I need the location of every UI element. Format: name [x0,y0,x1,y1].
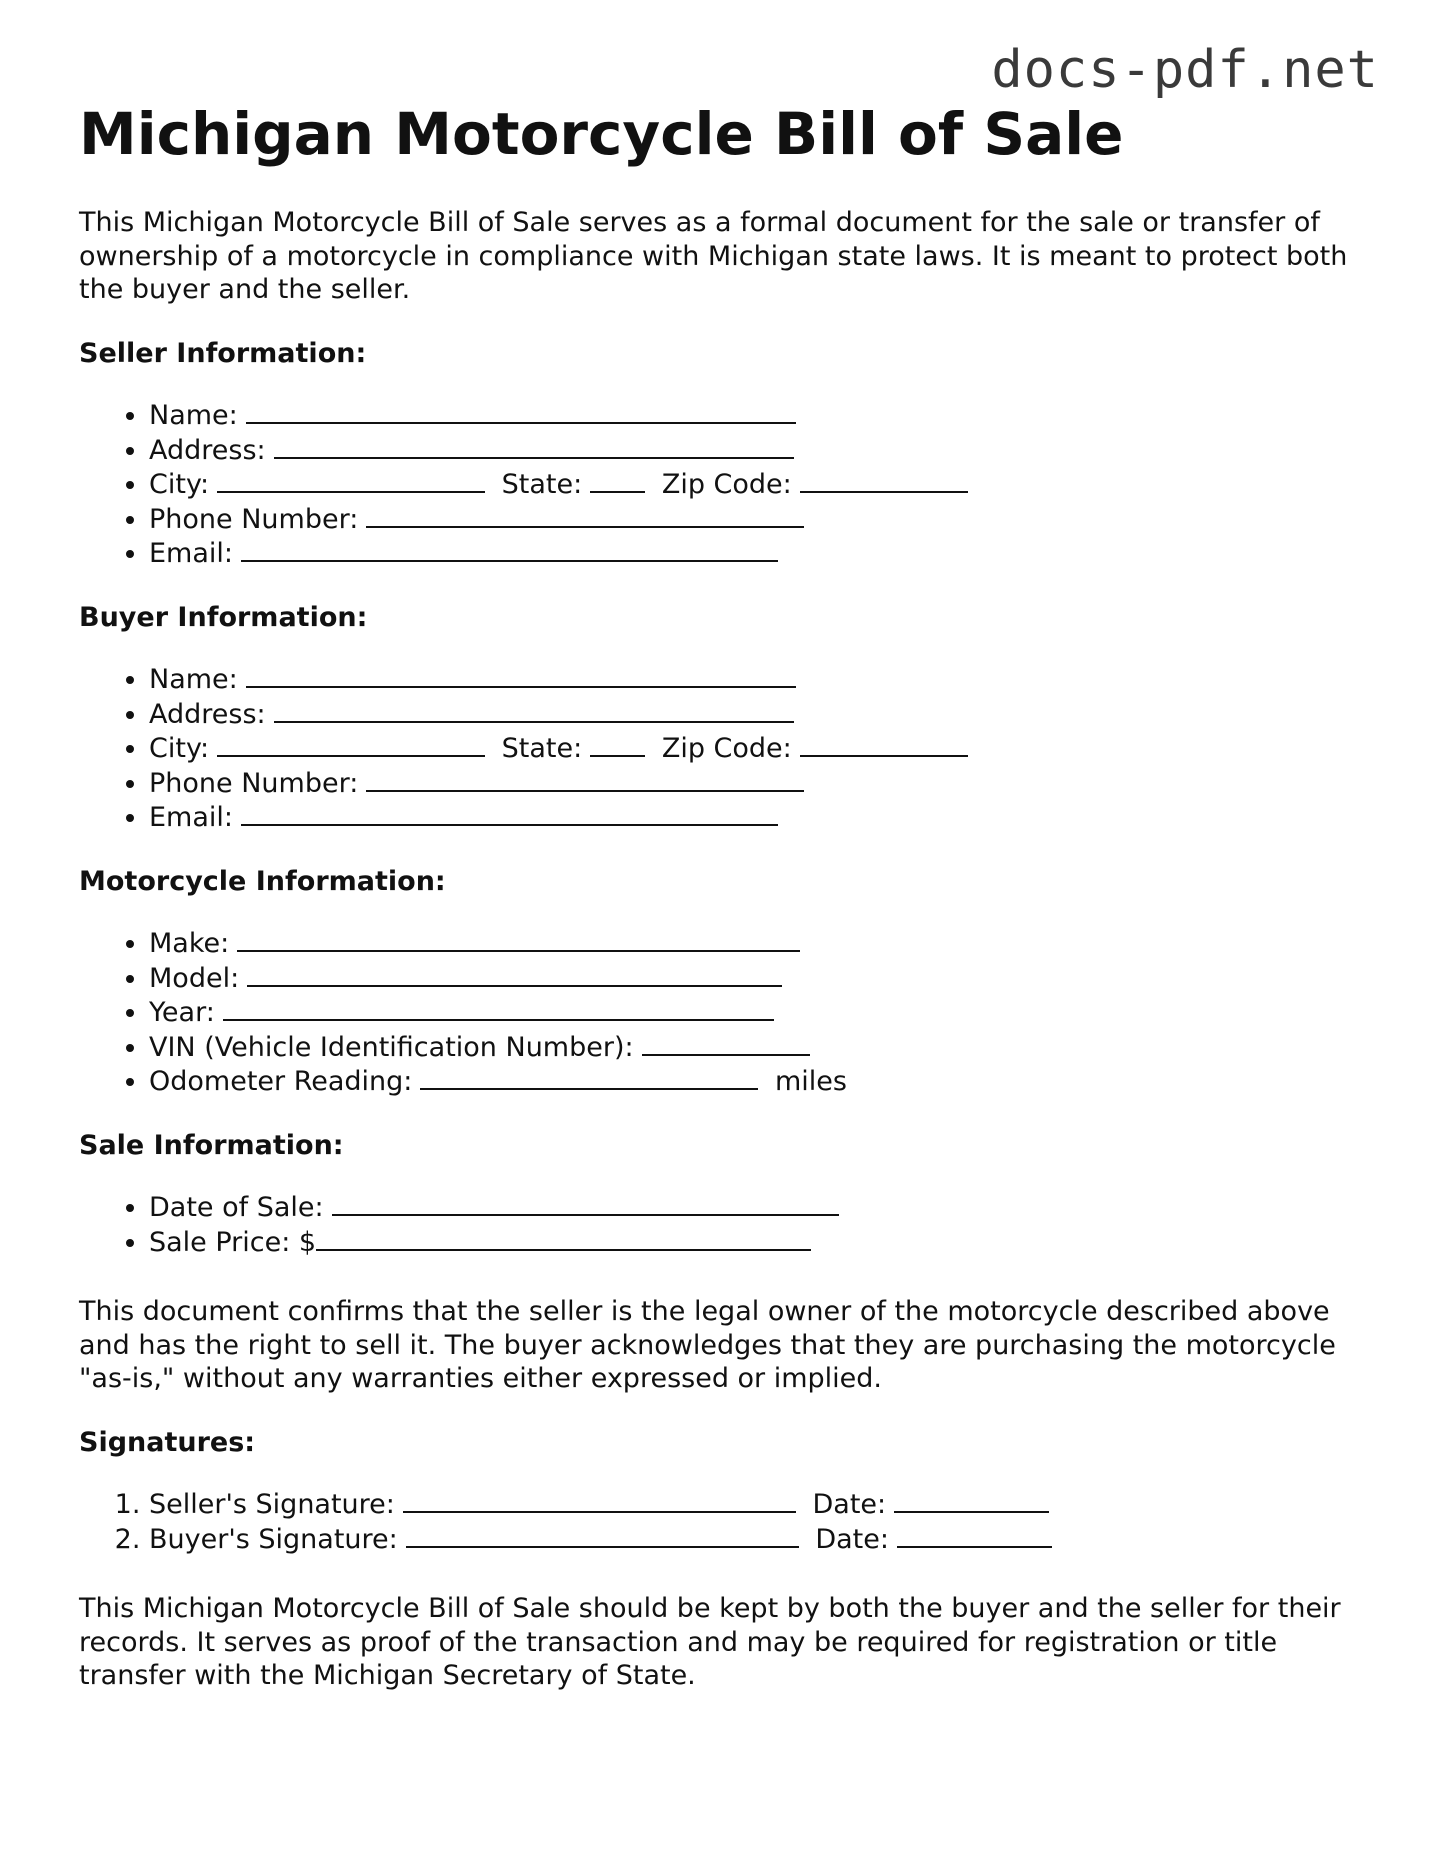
seller-zip-label: Zip Code: [661,469,792,500]
buyer-name-label: Name: [149,664,238,695]
buyer-signature-item [149,1522,1369,1557]
seller-email-label: Email: [149,538,234,569]
buyer-phone-item [149,766,1369,801]
sale-fields [79,1190,1369,1259]
seller-phone-item [149,502,1369,537]
buyer-address-blank[interactable] [274,697,794,723]
odometer-item [149,1064,1369,1099]
vin-blank[interactable] [642,1030,810,1056]
sale-heading: Sale Information: [79,1129,344,1161]
closing-paragraph: This Michigan Motorcycle Bill of Sale should be kept by both the buyer and the seller for their records. It serves as proof of the transaction and may be required for registration or title transfer with the Michigan Secretary of State. [79,1593,1341,1691]
seller-city-label: City: [149,469,210,500]
seller-phone-label: Phone Number: [149,503,359,535]
buyer-email-item [149,800,1369,835]
seller-city-item [149,467,1369,502]
seller-city-blank[interactable] [217,467,485,493]
seller-signature-date-blank[interactable] [894,1487,1049,1513]
sale-price-label: Sale Price: $ [149,1226,317,1258]
buyer-email-label: Email: [149,802,234,833]
buyer-fields [79,662,1369,835]
buyer-heading: Buyer Information: [79,601,368,633]
make-blank[interactable] [237,926,800,952]
motorcycle-fields [79,926,1369,1099]
buyer-state-blank[interactable] [590,731,645,757]
buyer-phone-label: Phone Number: [149,767,359,799]
buyer-phone-blank[interactable] [366,766,804,792]
buyer-address-label: Address: [149,698,266,730]
seller-email-blank[interactable] [241,536,778,562]
seller-state-label: State: [501,469,583,500]
seller-phone-blank[interactable] [366,502,804,528]
signatures-heading: Signatures: [79,1426,256,1458]
model-item [149,961,1369,996]
buyer-signature-date-blank[interactable] [897,1522,1052,1548]
seller-signature-item [149,1487,1369,1522]
model-label: Model: [149,962,240,994]
buyer-city-blank[interactable] [217,731,485,757]
seller-signature-label: Seller's Signature: [149,1489,395,1520]
make-label: Make: [149,928,230,959]
buyer-signature-date-label: Date: [815,1523,889,1555]
buyer-city-item [149,731,1369,766]
buyer-zip-blank[interactable] [800,731,968,757]
seller-address-label: Address: [149,434,266,466]
buyer-city-label: City: [149,733,210,764]
seller-heading: Seller Information: [79,337,367,369]
confirmation-paragraph: This document confirms that the seller is the legal owner of the motorcycle described above and has the right to sell it. The buyer acknowledges that they are purchasing the motorcycle "as-is," without any warranties either expressed or implied. [79,1296,1336,1394]
model-blank[interactable] [247,961,782,987]
sale-date-label: Date of Sale: [149,1192,324,1223]
watermark: docs-pdf.net [991,40,1379,100]
seller-fields [79,398,1369,571]
seller-signature-date-label: Date: [812,1489,887,1520]
buyer-zip-label: Zip Code: [661,733,792,764]
make-item [149,926,1369,961]
odometer-blank[interactable] [420,1064,758,1090]
seller-state-blank[interactable] [590,467,645,493]
seller-address-item [149,433,1369,468]
sale-date-item [149,1190,1369,1225]
seller-name-blank[interactable] [246,398,796,424]
seller-address-blank[interactable] [274,433,794,459]
motorcycle-heading: Motorcycle Information: [79,865,446,897]
odometer-unit: miles [775,1066,847,1097]
buyer-email-blank[interactable] [241,800,778,826]
seller-name-label: Name: [149,400,238,431]
year-item [149,995,1369,1030]
vin-item [149,1030,1369,1065]
document-title: Michigan Motorcycle Bill of Sale [79,100,1124,168]
vin-label: VIN (Vehicle Identification Number): [149,1031,634,1063]
signature-lines [79,1487,1369,1556]
seller-email-item [149,536,1369,571]
document-page [79,98,1369,1693]
seller-name-item [149,398,1369,433]
odometer-label: Odometer Reading: [149,1066,413,1097]
buyer-address-item [149,697,1369,732]
year-label: Year: [149,997,215,1028]
buyer-name-item [149,662,1369,697]
sale-price-blank[interactable] [316,1225,811,1251]
buyer-name-blank[interactable] [246,662,796,688]
buyer-signature-blank[interactable] [406,1522,799,1548]
sale-price-item [149,1225,1369,1260]
buyer-state-label: State: [501,733,583,764]
buyer-signature-label: Buyer's Signature: [149,1523,398,1555]
seller-zip-blank[interactable] [800,467,968,493]
sale-date-blank[interactable] [332,1190,839,1216]
seller-signature-blank[interactable] [403,1487,796,1513]
year-blank[interactable] [223,995,774,1021]
intro-paragraph: This Michigan Motorcycle Bill of Sale serves as a formal document for the sale or transfer of ownership of a motorcycle in compliance with Michigan state laws. It is meant to protect both the buyer and the seller. [79,207,1348,305]
